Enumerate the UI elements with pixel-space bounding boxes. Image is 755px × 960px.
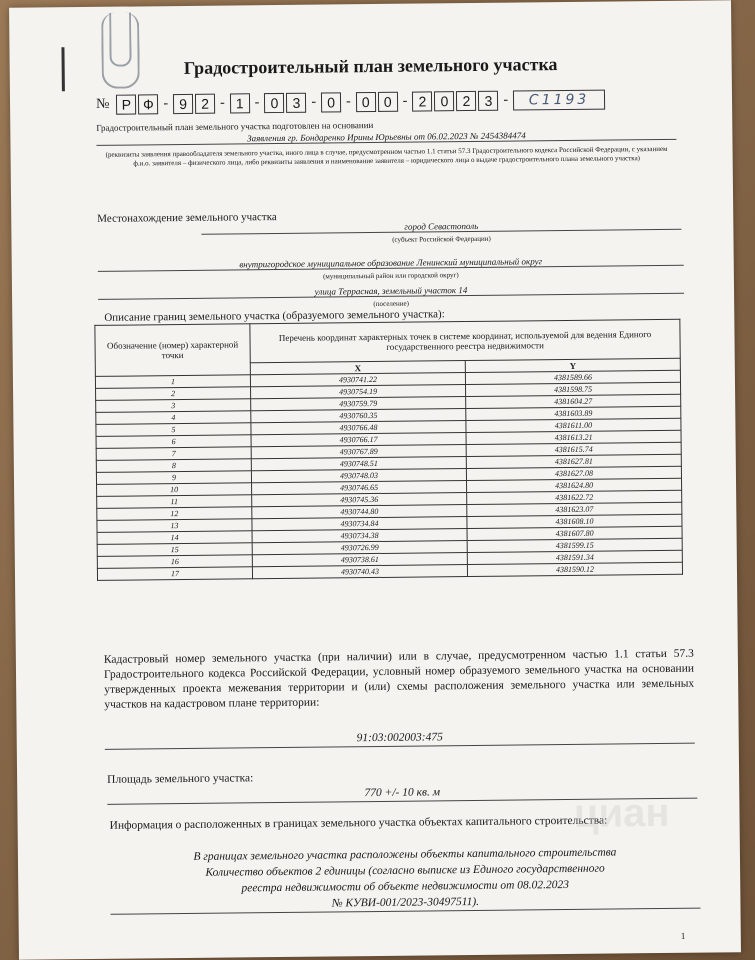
number-dash: -: [219, 95, 225, 111]
number-handwritten: С1193: [513, 90, 605, 111]
number-box: 2: [195, 94, 215, 114]
location-municipality-note: (муниципальный район или городской округ): [323, 271, 459, 281]
y-header: Y: [465, 358, 680, 372]
number-box: 1: [230, 93, 250, 113]
number-dash: -: [254, 95, 260, 111]
number-prefix: №: [95, 96, 110, 112]
x-header: X: [250, 361, 465, 375]
table-row: 10 4930746.65 4381624.80: [97, 478, 682, 496]
number-dash: -: [311, 94, 317, 110]
table-row: 17 4930740.43 4381590.12: [97, 562, 682, 580]
document-page: [9, 0, 741, 960]
table-row: 15 4930726.99 4381599.15: [97, 538, 682, 556]
table-row: 8 4930748.51 4381627.81: [96, 454, 681, 472]
area-label: Площадь земельного участка:: [107, 772, 254, 786]
number-box: 3: [286, 93, 306, 113]
boundaries-label: Описание границ земельного участка (образуемого земельного участка):: [104, 308, 445, 324]
basis-label: Градостроительный план земельного участка подготовлен на основании: [96, 119, 374, 133]
table-row: 7 4930767.89 4381615.74: [96, 442, 681, 460]
location-city: город Севастополь: [201, 219, 681, 235]
objects-line-3: реестра недвижимости об объекте недвижимости от 08.02.2023: [241, 878, 570, 895]
number-box: 0: [434, 91, 454, 111]
table-row: 2 4930754.19 4381598.75: [96, 382, 681, 400]
table-row: 9 4930748.03 4381627.08: [96, 466, 681, 484]
objects-line-2: Количество объектов 2 единицы (согласно выписке из Единого государственного: [205, 862, 605, 879]
objects-label: Информация о расположенных в границах земельного участка объектах капитального строительства:: [109, 814, 608, 832]
objects-line-1: В границах земельного участка расположены объекты капитального строительства: [193, 846, 617, 863]
number-box: 0: [264, 93, 284, 113]
cadastral-label: Кадастровый номер земельного участка (при наличии) или в случае, предусмотренном частью 1.1 статьи 57.3 Градостроительного кодекса Российской Федерации, условный номер образуемого земельного участка на основании утвержденных проекта межевания территории и (или) схемы расположения земельного участка или земельных участков на кадастровом плане территории:: [103, 647, 695, 711]
table-row: 16 4930738.61 4381591.34: [97, 550, 682, 568]
col-point-header: Обозначение (номер) характерной точки: [95, 324, 251, 377]
table-row: 6 4930766.17 4381613.21: [96, 430, 681, 448]
number-dash: -: [163, 96, 169, 112]
basis-value: Заявления гр. Бондаренко Ирины Юрьевны от 06.02.2023 № 2454384474: [96, 129, 676, 146]
location-city-note: (субъект Российской Федерации): [392, 234, 491, 244]
basis-note: (реквизиты заявления правообладателя земельного участка, иного лица в случае, предусмотренном частью 1.1 статьи 57.3 Градостроительного кодекса Российской Федерации, с указанием ф.и.о. заявителя – физического лица, либо реквизиты заявления и наименование заявителя – юридического лица о выдаче градостроительного плана земельного участка): [105, 144, 668, 168]
number-box: 3: [478, 91, 498, 111]
table-row: 13 4930734.84 4381608.10: [97, 514, 682, 532]
number-dash: -: [402, 93, 408, 109]
location-municipality: внутригородское муниципальное образование Ленинский муниципальный округ: [98, 255, 684, 272]
table-row: 1 4930741.22 4381589.66: [95, 370, 680, 388]
watermark: циан: [573, 790, 670, 836]
number-box: 0: [378, 92, 398, 112]
page-number: 1: [680, 930, 686, 941]
number-box: 9: [173, 94, 193, 114]
number-box: Ф: [138, 94, 158, 114]
table-row: 11 4930745.36 4381622.72: [97, 490, 682, 508]
location-street: улица Террасная, земельный участок 14: [98, 283, 684, 300]
cadastral-value: 91:03:002003:475: [105, 728, 695, 750]
table-row: 12 4930744.80 4381623.07: [97, 502, 682, 520]
table-row: 3 4930759.79 4381604.27: [96, 394, 681, 412]
location-street-note: (поселение): [373, 299, 409, 309]
col-coords-header: Перечень координат характерных точек в системе координат, используемой для ведения Единого государственного реестра недвижимости: [250, 319, 680, 363]
number-dash: -: [503, 92, 509, 108]
number-box: Р: [116, 94, 136, 114]
number-box: 0: [356, 92, 376, 112]
number-box: 0: [321, 92, 341, 112]
table-row: 5 4930766.48 4381611.00: [96, 418, 681, 436]
plan-number: [96, 90, 606, 115]
number-box: 2: [412, 91, 432, 111]
objects-line-4: № КУВИ-001/2023-30497511).: [110, 893, 700, 915]
area-value: 770 +/- 10 кв. м: [107, 783, 697, 805]
coordinates-table: [94, 319, 683, 581]
page-title: Градостроительный план земельного участка: [183, 54, 558, 78]
table-row: 14 4930734.38 4381607.80: [97, 526, 682, 544]
number-box: 2: [456, 91, 476, 111]
number-dash: -: [346, 94, 351, 110]
location-label: Местонахождение земельного участка: [97, 211, 277, 225]
table-row: 4 4930760.35 4381603.89: [96, 406, 681, 424]
